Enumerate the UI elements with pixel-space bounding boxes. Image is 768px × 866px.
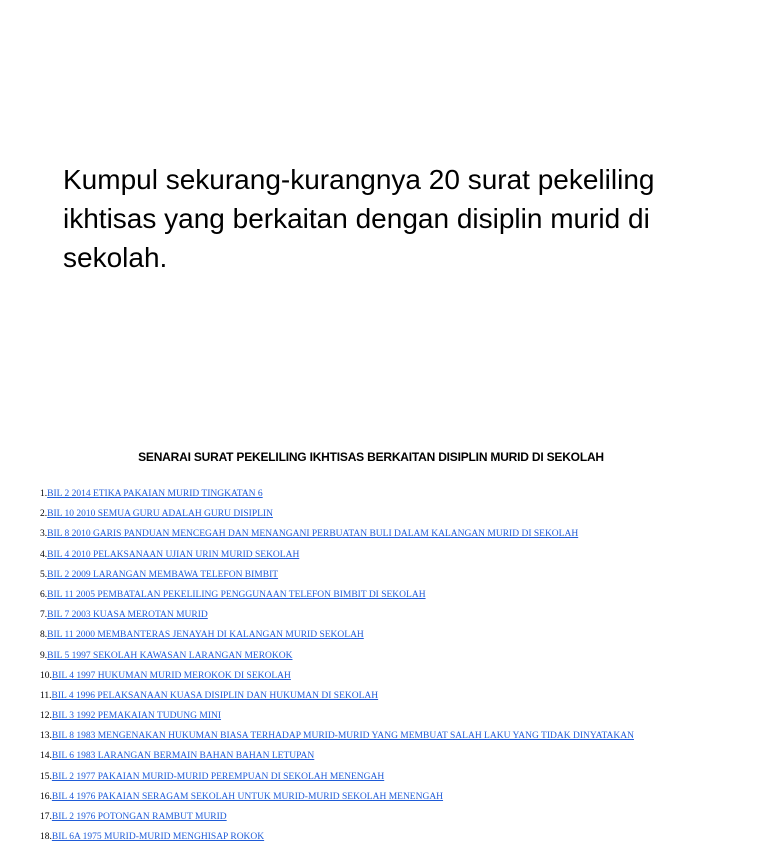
list-item bbox=[40, 809, 634, 829]
assignment-heading: Kumpul sekurang-kurangnya 20 surat pekeliling ikhtisas yang berkaitan dengan disiplin murid di sekolah. bbox=[63, 164, 655, 273]
item-number: 6. bbox=[40, 589, 48, 600]
list-item bbox=[40, 587, 634, 607]
circular-link[interactable]: BIL 2 1976 POTONGAN RAMBUT MURID bbox=[51, 812, 227, 822]
circular-link[interactable]: BIL 6A 1975 MURID-MURID MENGHISAP ROKOK bbox=[51, 832, 265, 843]
item-number: 2. bbox=[40, 509, 48, 520]
circular-link[interactable]: BIL 2 2014 ETIKA PAKAIAN MURID TINGKATAN 6 bbox=[47, 489, 263, 499]
circular-link[interactable]: BIL 3 1992 PEMAKAIAN TUDUNG MINI bbox=[51, 711, 222, 722]
circular-link[interactable]: BIL 8 2010 GARIS PANDUAN MENCEGAH DAN MENANGANI PERBUATAN BULI DALAM KALANGAN MURID DI SEKOLAH bbox=[47, 529, 579, 540]
item-number: 5. bbox=[40, 569, 48, 580]
circular-link[interactable]: BIL 5 1997 SEKOLAH KAWASAN LARANGAN MEROKOK bbox=[47, 650, 293, 661]
list-item bbox=[40, 506, 634, 526]
circular-link[interactable]: BIL 2 2009 LARANGAN MEMBAWA TELEFON BIMBIT bbox=[47, 569, 279, 580]
item-number: 17. bbox=[40, 812, 52, 822]
list-item bbox=[40, 748, 634, 768]
item-number: 1. bbox=[40, 489, 48, 499]
list-item bbox=[40, 789, 634, 809]
circular-link[interactable]: BIL 8 1983 MENGENAKAN HUKUMAN BIASA TERHADAP MURID-MURID YANG MEMBUAT SALAH LAKU YANG TIDAK DINYATAKAN bbox=[51, 731, 634, 742]
circular-link[interactable]: BIL 11 2000 MEMBANTERAS JENAYAH DI KALANGAN MURID SEKOLAH bbox=[47, 630, 364, 641]
circular-link[interactable]: BIL 4 2010 PELAKSANAAN UJIAN URIN MURID SEKOLAH bbox=[47, 549, 300, 560]
list-item bbox=[40, 668, 634, 688]
list-item bbox=[40, 627, 634, 647]
item-number: 7. bbox=[40, 610, 48, 621]
list-item bbox=[40, 829, 634, 849]
item-number: 3. bbox=[40, 529, 48, 540]
item-number: 9. bbox=[40, 650, 48, 661]
item-number: 16. bbox=[40, 791, 52, 802]
circular-link[interactable]: BIL 2 1977 PAKAIAN MURID-MURID PEREMPUAN DI SEKOLAH MENENGAH bbox=[51, 771, 385, 782]
circular-link[interactable]: BIL 4 1997 HUKUMAN MURID MEROKOK DI SEKOLAH bbox=[51, 670, 291, 681]
list-item bbox=[40, 769, 634, 789]
item-number: 8. bbox=[40, 630, 48, 641]
circular-list bbox=[40, 486, 634, 849]
circular-link[interactable]: BIL 4 1996 PELAKSANAAN KUASA DISIPLIN DAN HUKUMAN DI SEKOLAH bbox=[51, 690, 379, 701]
circular-link[interactable]: BIL 7 2003 KUASA MEROTAN MURID bbox=[47, 610, 208, 621]
list-item bbox=[40, 547, 634, 567]
list-item bbox=[40, 486, 634, 506]
circular-link[interactable]: BIL 6 1983 LARANGAN BERMAIN BAHAN BAHAN LETUPAN bbox=[51, 751, 315, 762]
item-number: 13. bbox=[40, 731, 52, 742]
item-number: 4. bbox=[40, 549, 48, 560]
item-number: 18. bbox=[40, 832, 52, 843]
list-item bbox=[40, 708, 634, 728]
list-item bbox=[40, 607, 634, 627]
list-item bbox=[40, 648, 634, 668]
item-number: 14. bbox=[40, 751, 52, 762]
circular-link[interactable]: BIL 11 2005 PEMBATALAN PEKELILING PENGGUNAAN TELEFON BIMBIT DI SEKOLAH bbox=[47, 589, 426, 600]
item-number: 15. bbox=[40, 771, 52, 782]
item-number: 10. bbox=[40, 670, 52, 681]
list-item bbox=[40, 728, 634, 748]
list-title: SENARAI SURAT PEKELILING IKHTISAS BERKAITAN DISIPLIN MURID DI SEKOLAH bbox=[138, 450, 604, 464]
list-item bbox=[40, 567, 634, 587]
list-item bbox=[40, 526, 634, 546]
circular-link[interactable]: BIL 4 1976 PAKAIAN SERAGAM SEKOLAH UNTUK MURID-MURID SEKOLAH MENENGAH bbox=[51, 791, 444, 802]
list-item bbox=[40, 688, 634, 708]
circular-link[interactable]: BIL 10 2010 SEMUA GURU ADALAH GURU DISIPLIN bbox=[47, 509, 273, 520]
item-number: 12. bbox=[40, 711, 52, 722]
item-number: 11. bbox=[40, 690, 52, 701]
